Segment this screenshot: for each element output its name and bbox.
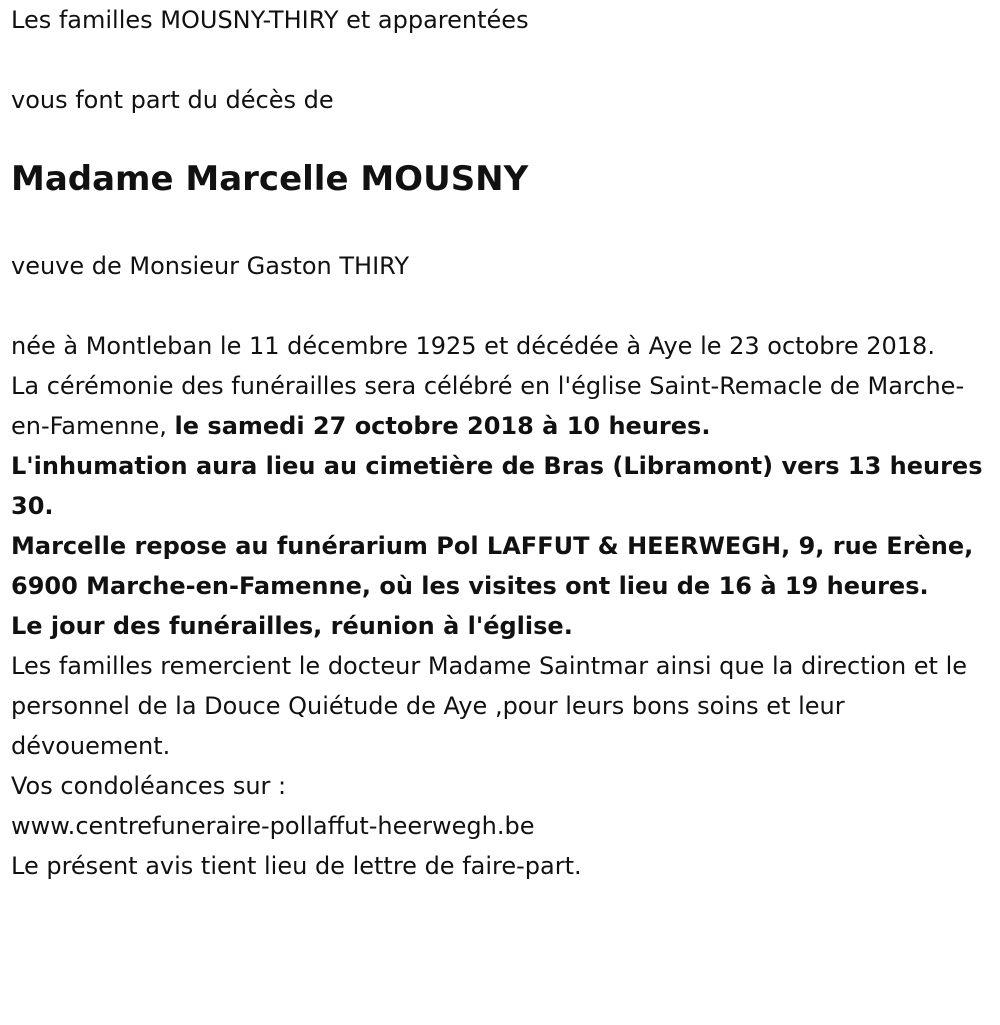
widow-of-text: veuve de Monsieur Gaston THIRY — [11, 252, 409, 280]
announcement-text: vous font part du décès de — [11, 86, 334, 114]
obituary-notice — [11, 0, 991, 886]
families-intro: Les familles MOUSNY-THIRY et apparentées — [11, 6, 529, 34]
deceased-name: Madame Marcelle MOUSNY — [11, 159, 529, 199]
birth-death-text: née à Montleban le 11 décembre 1925 et décédée à Aye le 23 octobre 2018. — [11, 332, 935, 360]
rest-place-text: Marcelle repose au funérarium Pol LAFFUT & HEERWEGH, 9, rue Erène, 6900 Marche-en-Famenne, où les visites ont lieu de 16 à 19 heures. — [11, 532, 982, 600]
condolences-label: Vos condoléances sur : — [11, 772, 287, 800]
thanks-text: Les familles remercient le docteur Madame Saintmar ainsi que la direction et le personnel de la Douce Quiétude de Aye ,pour leurs bons soins et leur dévouement. — [11, 652, 975, 760]
burial-text: L'inhumation aura lieu au cimetière de Bras (Libramont) vers 13 heures 30. — [11, 452, 991, 520]
ceremony-paragraph — [11, 366, 986, 446]
website-text: www.centrefuneraire-pollaffut-heerwegh.be — [11, 812, 535, 840]
ceremony-text: La cérémonie des funérailles sera célébré en l'église Saint-Remacle de Marche-en-Famenne, — [11, 372, 965, 440]
funeral-day-text: Le jour des funérailles, réunion à l'église. — [11, 612, 573, 640]
ceremony-date: le samedi 27 octobre 2018 à 10 heures. — [174, 412, 711, 440]
closing-text: Le présent avis tient lieu de lettre de faire-part. — [11, 852, 582, 880]
